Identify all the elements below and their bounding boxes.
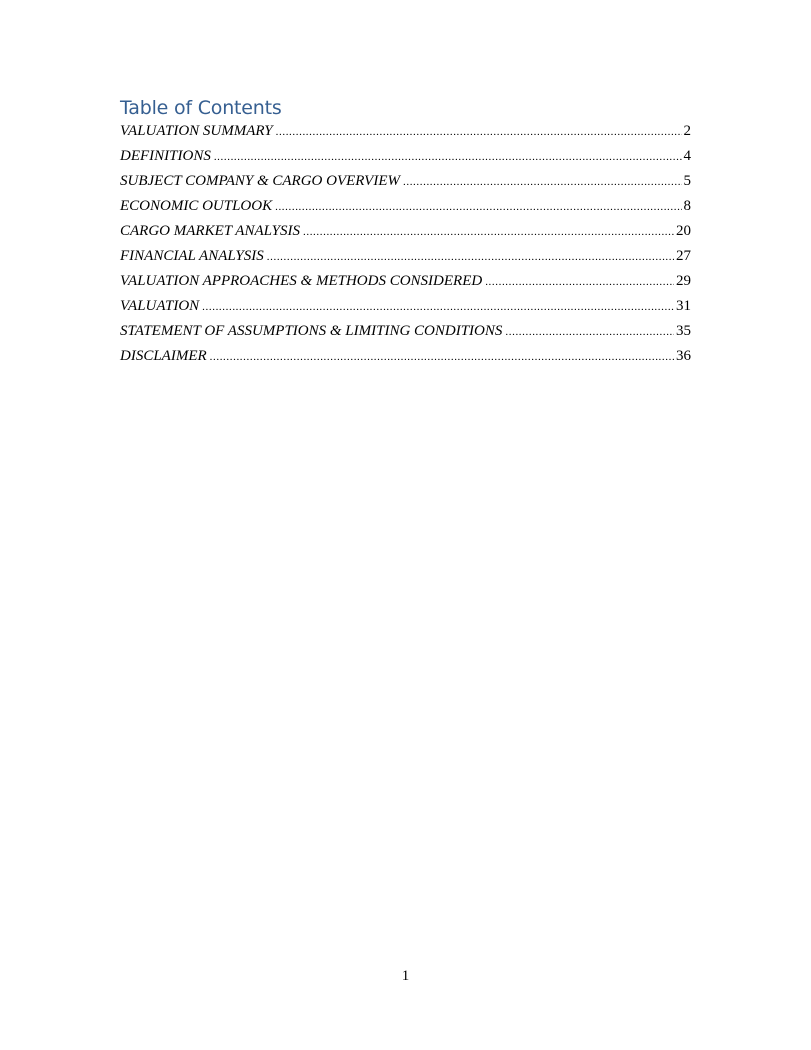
dot-leader <box>214 146 682 168</box>
toc-entry-label: ECONOMIC OUTLOOK <box>120 198 273 214</box>
dot-leader <box>303 221 674 243</box>
toc-entry-label: VALUATION <box>120 298 200 314</box>
toc-entry-label: VALUATION SUMMARY <box>120 123 273 139</box>
toc-entry-page: 27 <box>676 248 691 264</box>
toc-entry-page: 29 <box>676 273 691 289</box>
toc-entry-page: 8 <box>683 198 691 214</box>
toc-entry-label: STATEMENT OF ASSUMPTIONS & LIMITING CONDITIONS <box>120 323 503 339</box>
toc-entry-subject-company[interactable] <box>120 170 691 195</box>
toc-entry-cargo-market-analysis[interactable] <box>120 220 691 245</box>
toc-entry-page: 35 <box>676 323 691 339</box>
page-number: 1 <box>401 968 410 984</box>
toc-entry-label: DISCLAIMER <box>120 348 207 364</box>
toc-entry-economic-outlook[interactable] <box>120 195 691 220</box>
toc-entry-valuation-approaches[interactable] <box>120 270 691 295</box>
toc-entry-page: 20 <box>676 223 691 239</box>
toc-entry-page: 31 <box>676 298 691 314</box>
toc-entry-page: 36 <box>676 348 691 364</box>
toc-heading: Table of Contents <box>120 97 282 119</box>
dot-leader <box>505 321 674 343</box>
dot-leader <box>485 271 674 293</box>
toc-entry-valuation-summary[interactable] <box>120 120 691 145</box>
toc-entry-disclaimer[interactable] <box>120 345 691 370</box>
toc-entry-valuation[interactable] <box>120 295 691 320</box>
dot-leader <box>276 121 682 143</box>
toc-entry-financial-analysis[interactable] <box>120 245 691 270</box>
toc-entry-label: FINANCIAL ANALYSIS <box>120 248 264 264</box>
dot-leader <box>275 196 681 218</box>
toc-entry-label: DEFINITIONS <box>120 148 211 164</box>
toc-entry-page: 5 <box>683 173 691 189</box>
toc-entry-page: 4 <box>683 148 691 164</box>
toc-entry-page: 2 <box>683 123 691 139</box>
dot-leader <box>267 246 674 268</box>
toc-entry-definitions[interactable] <box>120 145 691 170</box>
dot-leader <box>202 296 674 318</box>
dot-leader <box>210 346 674 368</box>
toc-list <box>120 120 691 370</box>
toc-entry-assumptions[interactable] <box>120 320 691 345</box>
toc-entry-label: VALUATION APPROACHES & METHODS CONSIDERED <box>120 273 483 289</box>
dot-leader <box>403 171 682 193</box>
toc-entry-label: SUBJECT COMPANY & CARGO OVERVIEW <box>120 173 400 189</box>
toc-entry-label: CARGO MARKET ANALYSIS <box>120 223 300 239</box>
